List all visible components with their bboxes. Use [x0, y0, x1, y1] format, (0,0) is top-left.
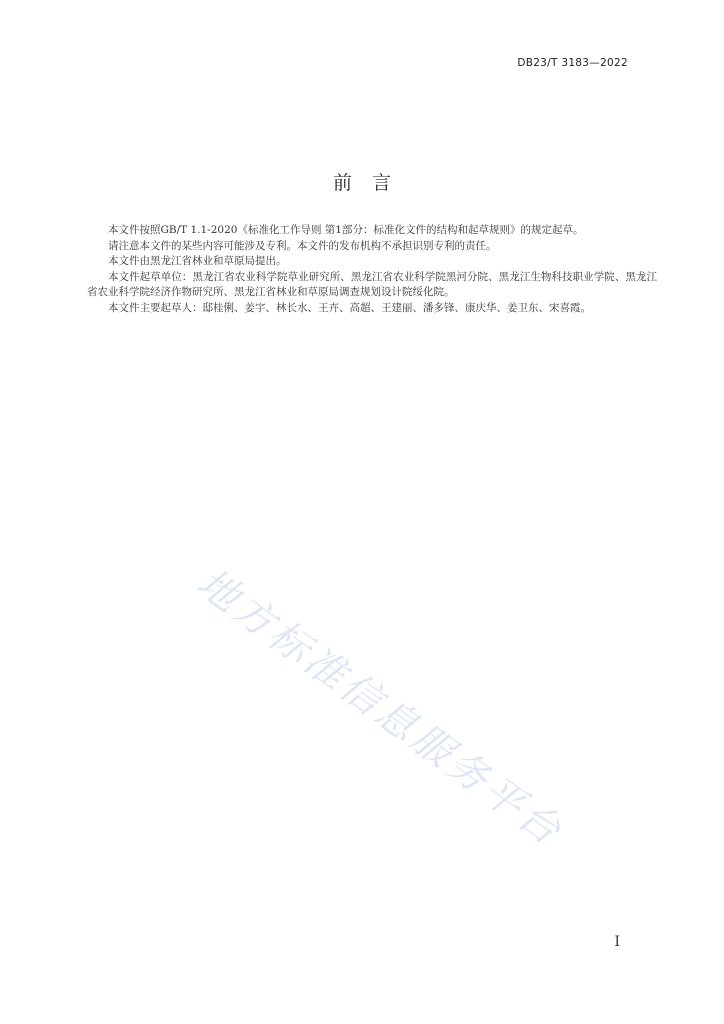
paragraph-proposer: 本文件由黑龙江省林业和草原局提出。 — [108, 255, 287, 268]
document-id: DB23/T 3183—2022 — [517, 57, 628, 69]
paragraph-drafting-rules: 本文件按照GB/T 1.1-2020《标准化工作导则 第1部分：标准化文件的结构和起草规则》的规定起草。 — [108, 224, 584, 236]
preface-body — [87, 223, 657, 317]
page-title: 前言 — [332, 172, 411, 194]
paragraph-patent-notice: 请注意本文件的某些内容可能涉及专利。本文件的发布机构不承担识别专利的责任。 — [108, 239, 497, 252]
paragraph-drafting-units: 本文件起草单位：黑龙江省农业科学院草业研究所、黑龙江省农业科学院黑河分院、黑龙江生物科技职业学院、黑龙江省农业科学院经济作物研究所、黑龙江省林业和草原局调查规划设计院绥化院。 — [87, 270, 657, 299]
watermark: 地方标准信息服务平台 — [188, 559, 572, 856]
paragraph-drafters: 本文件主要起草人：邸桂俐、姜宇、林长水、王卉、高超、王建丽、潘多锋、康庆华、姜卫东、宋喜霞。 — [108, 301, 591, 314]
page-number: I — [614, 934, 620, 950]
